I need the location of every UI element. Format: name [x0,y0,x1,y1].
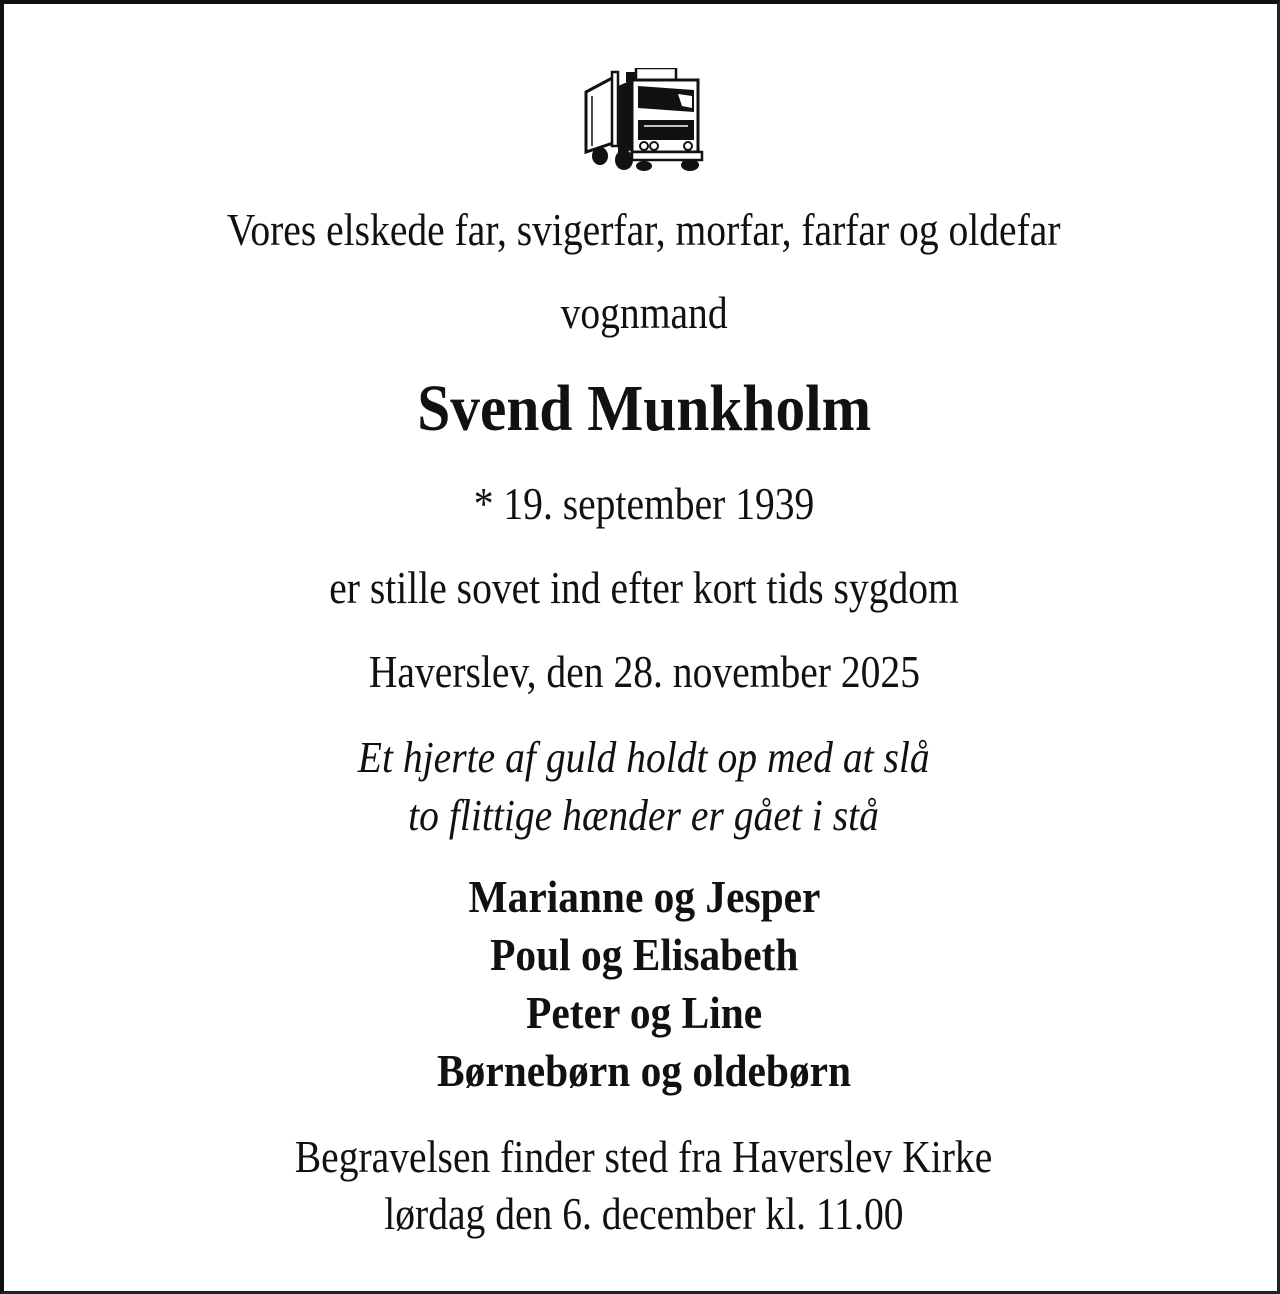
deceased-name: Svend Munkholm [417,372,871,445]
intro-text: Vores elskede far, svigerfar, morfar, farfar og oldefar [227,204,1061,255]
family-line-2: Poul og Elisabeth [489,929,799,980]
occupation-text: vognmand [560,287,728,338]
birth-date: * 19. september 1939 [473,478,815,529]
passing-text: er stille sovet ind efter kort tids sygdom [329,562,959,613]
family-line-1: Marianne og Jesper [468,871,820,922]
family-line-4: Børnebørn og oldebørn [436,1045,852,1096]
funeral-line-2: lørdag den 6. december kl. 11.00 [384,1188,904,1239]
place-date: Haverslev, den 28. november 2025 [368,646,920,697]
family-line-3: Peter og Line [525,987,763,1038]
verse-line-2: to flittige hænder er gået i stå [408,791,880,840]
verse-line-1: Et hjerte af guld holdt op med at slå [358,733,930,782]
funeral-line-1: Begravelsen finder sted fra Haverslev Kirke [295,1131,993,1182]
truck-icon [582,68,706,172]
